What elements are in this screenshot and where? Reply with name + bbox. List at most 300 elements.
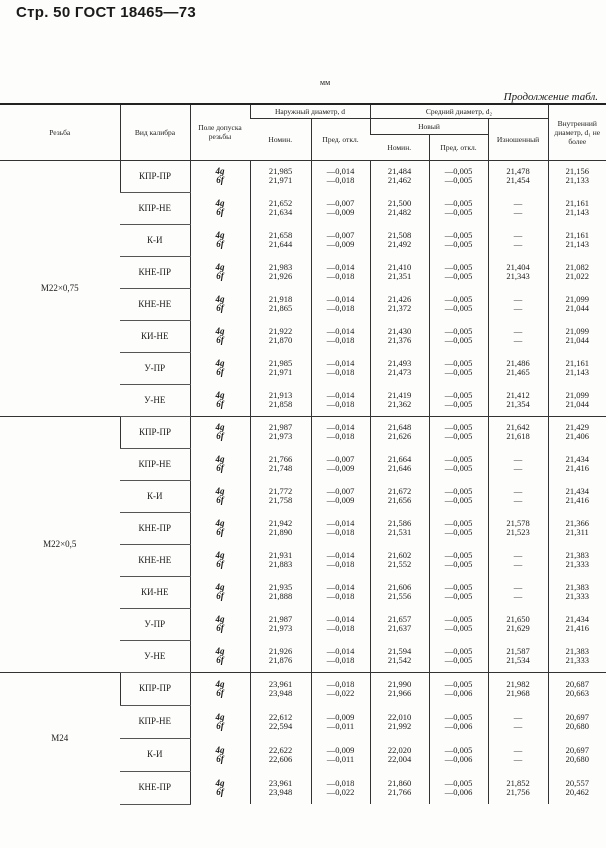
outer-dev-cell	[311, 640, 370, 672]
pitch-nominal: 22,010	[387, 711, 412, 722]
worn-value: 21,343	[506, 271, 530, 281]
pitch-dev-cell	[429, 416, 488, 448]
worn-value: —	[513, 486, 523, 496]
outer-nominal-cell	[250, 640, 311, 672]
inner-diameter-cell	[548, 320, 606, 352]
outer-dev: —0,009	[326, 711, 355, 722]
pitch-nominal: 21,672	[387, 486, 412, 496]
outer-nominal: 21,913	[268, 389, 293, 400]
inner-diameter: 21,022	[565, 271, 589, 281]
thread-cell: M24	[0, 672, 120, 804]
gauge-type: У-ПР	[120, 352, 190, 384]
worn-value-cell	[488, 672, 548, 705]
inner-diameter: 21,416	[565, 495, 589, 505]
tolerance-value: 4g	[215, 678, 225, 689]
pitch-dev: —0,005	[444, 550, 473, 560]
tolerance-value: 4g	[215, 645, 225, 656]
header-thread: Резьба	[0, 104, 120, 160]
pitch-dev: —0,005	[444, 198, 473, 208]
worn-value: —	[513, 303, 523, 313]
tolerance-cell	[190, 672, 250, 705]
outer-nominal: 21,973	[268, 623, 293, 633]
outer-dev-cell	[311, 416, 370, 448]
worn-value: —	[513, 550, 523, 560]
outer-dev: —0,014	[326, 582, 355, 592]
pitch-nominal: 21,766	[387, 786, 412, 797]
pitch-nominal-cell	[370, 480, 429, 512]
inner-diameter-cell	[548, 256, 606, 288]
header-tolerance: Поле допуска резьбы	[190, 104, 250, 160]
inner-diameter: 21,161	[565, 358, 589, 368]
pitch-dev-cell	[429, 384, 488, 416]
worn-value: 21,478	[506, 166, 530, 177]
outer-dev: —0,007	[326, 454, 355, 464]
tolerance-cell	[190, 352, 250, 384]
worn-value: —	[513, 239, 523, 249]
inner-diameter: 21,161	[565, 230, 589, 240]
outer-nominal: 21,931	[268, 550, 293, 560]
tolerance-value: 6f	[216, 786, 224, 797]
pitch-dev: —0,005	[444, 495, 473, 505]
pitch-nominal: 21,410	[387, 262, 412, 272]
pitch-dev: —0,005	[444, 294, 473, 304]
pitch-dev: —0,005	[444, 389, 473, 400]
tolerance-value: 4g	[215, 614, 225, 624]
outer-nominal: 21,758	[268, 495, 293, 505]
inner-diameter: 21,434	[565, 454, 589, 464]
pitch-nominal: 21,626	[387, 431, 412, 442]
outer-dev: —0,014	[326, 518, 355, 528]
outer-nominal: 21,942	[268, 518, 293, 528]
inner-diameter: 20,697	[565, 711, 589, 722]
tolerance-value: 6f	[216, 398, 224, 409]
outer-nominal: 21,870	[268, 335, 293, 345]
header-pitch-diameter: Средний диаметр, d₂	[370, 104, 548, 118]
outer-dev: —0,011	[326, 720, 355, 731]
outer-nominal: 21,926	[268, 271, 293, 281]
pitch-dev-cell	[429, 448, 488, 480]
pitch-nominal: 21,473	[387, 367, 412, 377]
worn-value: 21,650	[506, 614, 530, 624]
worn-value: 21,404	[506, 262, 530, 272]
worn-value-cell	[488, 705, 548, 738]
outer-dev: —0,014	[326, 262, 355, 272]
pitch-nominal: 21,606	[387, 582, 412, 592]
pitch-dev: —0,006	[444, 687, 473, 698]
pitch-nominal: 21,556	[387, 591, 412, 601]
gauge-type: КПР-ПР	[120, 160, 190, 192]
outer-nominal-cell	[250, 544, 311, 576]
pitch-nominal-cell	[370, 416, 429, 448]
pitch-nominal-cell	[370, 640, 429, 672]
outer-nominal: 21,987	[268, 614, 293, 624]
worn-value: 21,756	[506, 786, 530, 797]
outer-nominal: 23,948	[268, 687, 293, 698]
outer-nominal-cell	[250, 352, 311, 384]
pitch-dev: —0,005	[444, 591, 473, 601]
gauge-type: КПР-ПР	[120, 672, 190, 705]
inner-diameter: 21,383	[565, 645, 589, 656]
pitch-dev: —0,005	[444, 614, 473, 624]
outer-nominal: 21,772	[268, 486, 293, 496]
inner-diameter: 21,099	[565, 326, 589, 336]
tolerance-value: 6f	[216, 654, 224, 665]
outer-dev-cell	[311, 771, 370, 804]
worn-value: —	[513, 753, 523, 764]
outer-nominal-cell	[250, 480, 311, 512]
pitch-nominal: 21,646	[387, 463, 412, 473]
pitch-nominal-cell	[370, 256, 429, 288]
worn-value: 21,412	[506, 389, 530, 400]
header-outer-diameter: Наружный диаметр, d	[250, 104, 370, 118]
pitch-nominal: 21,637	[387, 623, 412, 633]
tolerance-value: 4g	[215, 777, 225, 788]
pitch-nominal: 21,664	[387, 454, 412, 464]
tolerance-value: 6f	[216, 591, 224, 601]
worn-value: 21,587	[506, 645, 530, 656]
tolerance-cell	[190, 771, 250, 804]
worn-value: 21,982	[506, 678, 530, 689]
outer-dev: —0,018	[326, 271, 355, 281]
pitch-dev: —0,005	[444, 431, 473, 442]
outer-nominal-cell	[250, 705, 311, 738]
tolerance-value: 6f	[216, 687, 224, 698]
gauge-type: КНЕ-ПР	[120, 256, 190, 288]
tolerance-value: 6f	[216, 753, 224, 764]
pitch-dev: —0,006	[444, 720, 473, 731]
gauge-type: У-НЕ	[120, 384, 190, 416]
outer-nominal: 21,888	[268, 591, 293, 601]
worn-value: —	[513, 711, 523, 722]
pitch-dev-cell	[429, 192, 488, 224]
table-row	[0, 416, 606, 448]
outer-nominal: 21,935	[268, 582, 293, 592]
outer-nominal: 21,748	[268, 463, 293, 473]
pitch-dev: —0,005	[444, 166, 473, 177]
worn-value: —	[513, 495, 523, 505]
inner-diameter: 21,044	[565, 303, 589, 313]
outer-nominal-cell	[250, 738, 311, 771]
outer-dev: —0,007	[326, 486, 355, 496]
gauge-type: КНЕ-ПР	[120, 771, 190, 804]
inner-diameter-cell	[548, 384, 606, 416]
outer-nominal-cell	[250, 224, 311, 256]
pitch-nominal: 21,426	[387, 294, 412, 304]
tolerance-value: 4g	[215, 486, 225, 496]
pitch-nominal: 22,004	[387, 753, 412, 764]
outer-dev: —0,011	[326, 753, 355, 764]
header-outer-nominal: Номин.	[250, 118, 311, 160]
gauge-type: У-ПР	[120, 608, 190, 640]
tolerance-value: 6f	[216, 335, 224, 345]
outer-dev-cell	[311, 288, 370, 320]
outer-dev-cell	[311, 256, 370, 288]
tolerance-value: 6f	[216, 239, 224, 249]
worn-value: —	[513, 559, 523, 569]
outer-dev: —0,009	[326, 463, 355, 473]
pitch-nominal-cell	[370, 512, 429, 544]
header-outer-dev: Пред. откл.	[311, 118, 370, 160]
inner-diameter-cell	[548, 771, 606, 804]
outer-nominal-cell	[250, 416, 311, 448]
pitch-nominal-cell	[370, 544, 429, 576]
worn-value-cell	[488, 256, 548, 288]
outer-dev: —0,014	[326, 645, 355, 656]
worn-value: —	[513, 294, 523, 304]
pitch-nominal: 21,966	[387, 687, 412, 698]
pitch-dev: —0,005	[444, 654, 473, 665]
pitch-dev: —0,005	[444, 777, 473, 788]
tolerance-value: 4g	[215, 454, 225, 464]
inner-diameter: 21,143	[565, 239, 589, 249]
tolerance-value: 4g	[215, 744, 225, 755]
inner-diameter: 20,663	[565, 687, 589, 698]
outer-nominal-cell	[250, 512, 311, 544]
gauge-type: КПР-НЕ	[120, 705, 190, 738]
outer-nominal-cell	[250, 576, 311, 608]
pitch-dev: —0,005	[444, 645, 473, 656]
worn-value-cell	[488, 160, 548, 192]
worn-value: 21,454	[506, 175, 530, 186]
tolerance-cell	[190, 288, 250, 320]
pitch-nominal-cell	[370, 448, 429, 480]
worn-value-cell	[488, 416, 548, 448]
gauge-type: К-И	[120, 224, 190, 256]
pitch-dev: —0,005	[444, 527, 473, 537]
worn-value: 21,523	[506, 527, 530, 537]
outer-dev: —0,014	[326, 614, 355, 624]
pitch-dev: —0,005	[444, 398, 473, 409]
outer-nominal: 22,594	[268, 720, 293, 731]
tolerance-cell	[190, 448, 250, 480]
worn-value-cell	[488, 352, 548, 384]
pitch-dev-cell	[429, 608, 488, 640]
inner-diameter: 21,044	[565, 398, 589, 409]
pitch-nominal-cell	[370, 705, 429, 738]
header-pitch-nominal: Номин.	[370, 134, 429, 160]
pitch-nominal: 21,372	[387, 303, 412, 313]
tolerance-value: 4g	[215, 389, 225, 400]
gauge-type: КНЕ-НЕ	[120, 288, 190, 320]
pitch-dev: —0,005	[444, 271, 473, 281]
worn-value-cell	[488, 480, 548, 512]
inner-diameter: 20,680	[565, 753, 589, 764]
gauge-type: КПР-ПР	[120, 416, 190, 448]
outer-dev-cell	[311, 192, 370, 224]
inner-diameter: 21,311	[565, 527, 589, 537]
tolerance-value: 4g	[215, 711, 225, 722]
outer-nominal: 21,658	[268, 230, 293, 240]
outer-dev-cell	[311, 576, 370, 608]
outer-nominal-cell	[250, 384, 311, 416]
pitch-dev: —0,005	[444, 230, 473, 240]
inner-diameter: 21,366	[565, 518, 589, 528]
outer-dev: —0,014	[326, 294, 355, 304]
header-gauge: Вид калибра	[120, 104, 190, 160]
outer-nominal-cell	[250, 672, 311, 705]
pitch-dev-cell	[429, 640, 488, 672]
outer-dev-cell	[311, 738, 370, 771]
worn-value: —	[513, 720, 523, 731]
pitch-nominal-cell	[370, 352, 429, 384]
pitch-dev: —0,005	[444, 358, 473, 368]
outer-dev: —0,014	[326, 389, 355, 400]
units-label: мм	[320, 78, 331, 87]
pitch-dev: —0,005	[444, 262, 473, 272]
gauge-type: КНЕ-НЕ	[120, 544, 190, 576]
outer-nominal: 21,971	[268, 367, 293, 377]
tolerance-cell	[190, 608, 250, 640]
pitch-dev-cell	[429, 288, 488, 320]
pitch-nominal: 21,493	[387, 358, 412, 368]
pitch-nominal: 21,492	[387, 239, 412, 249]
pitch-dev-cell	[429, 224, 488, 256]
outer-dev: —0,018	[326, 559, 355, 569]
outer-nominal: 21,865	[268, 303, 293, 313]
worn-value: —	[513, 326, 523, 336]
tolerance-value: 6f	[216, 175, 224, 186]
header-worn: Изношенный	[488, 118, 548, 160]
worn-value: —	[513, 582, 523, 592]
outer-dev-cell	[311, 320, 370, 352]
worn-value-cell	[488, 512, 548, 544]
outer-dev: —0,018	[326, 591, 355, 601]
tolerance-value: 6f	[216, 720, 224, 731]
gauge-type: У-НЕ	[120, 640, 190, 672]
worn-value-cell	[488, 576, 548, 608]
outer-nominal: 21,876	[268, 654, 293, 665]
outer-dev-cell	[311, 705, 370, 738]
outer-nominal-cell	[250, 608, 311, 640]
tolerance-value: 6f	[216, 527, 224, 537]
tolerance-value: 6f	[216, 303, 224, 313]
worn-value: —	[513, 230, 523, 240]
inner-diameter-cell	[548, 512, 606, 544]
outer-dev-cell	[311, 608, 370, 640]
inner-diameter: 21,333	[565, 654, 589, 665]
inner-diameter: 21,143	[565, 207, 589, 217]
pitch-dev-cell	[429, 256, 488, 288]
pitch-dev: —0,005	[444, 711, 473, 722]
worn-value: —	[513, 591, 523, 601]
pitch-nominal: 21,462	[387, 175, 412, 186]
pitch-dev: —0,006	[444, 786, 473, 797]
pitch-dev: —0,005	[444, 335, 473, 345]
outer-nominal: 23,961	[268, 777, 293, 788]
outer-nominal: 21,634	[268, 207, 293, 217]
inner-diameter: 21,416	[565, 623, 589, 633]
pitch-dev: —0,005	[444, 326, 473, 336]
header-inner-diameter: Внутренний диаметр, d₁ не более	[548, 104, 606, 160]
pitch-nominal: 21,500	[387, 198, 412, 208]
pitch-dev-cell	[429, 672, 488, 705]
tolerance-value: 4g	[215, 262, 225, 272]
pitch-nominal: 21,586	[387, 518, 412, 528]
tolerance-value: 4g	[215, 582, 225, 592]
worn-value: —	[513, 207, 523, 217]
inner-diameter-cell	[548, 192, 606, 224]
inner-diameter-cell	[548, 608, 606, 640]
worn-value: 21,465	[506, 367, 530, 377]
outer-nominal: 21,652	[268, 198, 293, 208]
worn-value: 21,629	[506, 623, 530, 633]
header-new: Новый	[370, 118, 488, 134]
inner-diameter: 20,687	[565, 678, 589, 689]
outer-dev: —0,018	[326, 678, 355, 689]
outer-nominal-cell	[250, 160, 311, 192]
pitch-nominal: 21,508	[387, 230, 412, 240]
worn-value: —	[513, 744, 523, 755]
worn-value-cell	[488, 384, 548, 416]
outer-dev: —0,018	[326, 303, 355, 313]
pitch-nominal: 21,594	[387, 645, 412, 656]
tolerance-value: 6f	[216, 431, 224, 442]
pitch-dev: —0,005	[444, 559, 473, 569]
pitch-dev-cell	[429, 320, 488, 352]
pitch-nominal-cell	[370, 320, 429, 352]
inner-diameter-cell	[548, 448, 606, 480]
pitch-nominal-cell	[370, 738, 429, 771]
tolerance-value: 4g	[215, 294, 225, 304]
outer-dev-cell	[311, 160, 370, 192]
outer-nominal: 21,987	[268, 422, 293, 433]
tolerance-cell	[190, 160, 250, 192]
worn-value: 21,578	[506, 518, 530, 528]
outer-dev: —0,014	[326, 550, 355, 560]
pitch-nominal: 21,430	[387, 326, 412, 336]
pitch-dev-cell	[429, 576, 488, 608]
tolerance-cell	[190, 576, 250, 608]
outer-nominal: 22,612	[268, 711, 293, 722]
outer-nominal: 21,858	[268, 398, 293, 409]
inner-diameter-cell	[548, 576, 606, 608]
inner-diameter: 21,416	[565, 463, 589, 473]
outer-nominal-cell	[250, 448, 311, 480]
worn-value-cell	[488, 224, 548, 256]
outer-nominal: 21,766	[268, 454, 293, 464]
pitch-dev: —0,006	[444, 753, 473, 764]
outer-dev-cell	[311, 384, 370, 416]
outer-dev: —0,007	[326, 198, 355, 208]
outer-nominal: 21,890	[268, 527, 293, 537]
worn-value: 21,618	[506, 431, 530, 442]
gauge-type: КПР-НЕ	[120, 448, 190, 480]
pitch-nominal-cell	[370, 576, 429, 608]
tolerance-cell	[190, 480, 250, 512]
pitch-nominal-cell	[370, 224, 429, 256]
pitch-nominal: 21,531	[387, 527, 412, 537]
outer-dev-cell	[311, 352, 370, 384]
table-body	[0, 160, 606, 804]
pitch-nominal: 21,860	[387, 777, 412, 788]
inner-diameter-cell	[548, 224, 606, 256]
outer-nominal: 21,926	[268, 645, 293, 656]
tolerance-value: 6f	[216, 463, 224, 473]
pitch-nominal: 21,552	[387, 559, 412, 569]
tolerance-cell	[190, 320, 250, 352]
outer-dev: —0,009	[326, 239, 355, 249]
pitch-dev: —0,005	[444, 463, 473, 473]
tolerance-cell	[190, 256, 250, 288]
outer-dev: —0,018	[326, 777, 355, 788]
outer-dev: —0,018	[326, 654, 355, 665]
pitch-dev-cell	[429, 160, 488, 192]
inner-diameter: 20,697	[565, 744, 589, 755]
gauge-type: КПР-НЕ	[120, 192, 190, 224]
outer-nominal: 21,983	[268, 262, 293, 272]
worn-value-cell	[488, 544, 548, 576]
inner-diameter: 20,462	[565, 786, 589, 797]
